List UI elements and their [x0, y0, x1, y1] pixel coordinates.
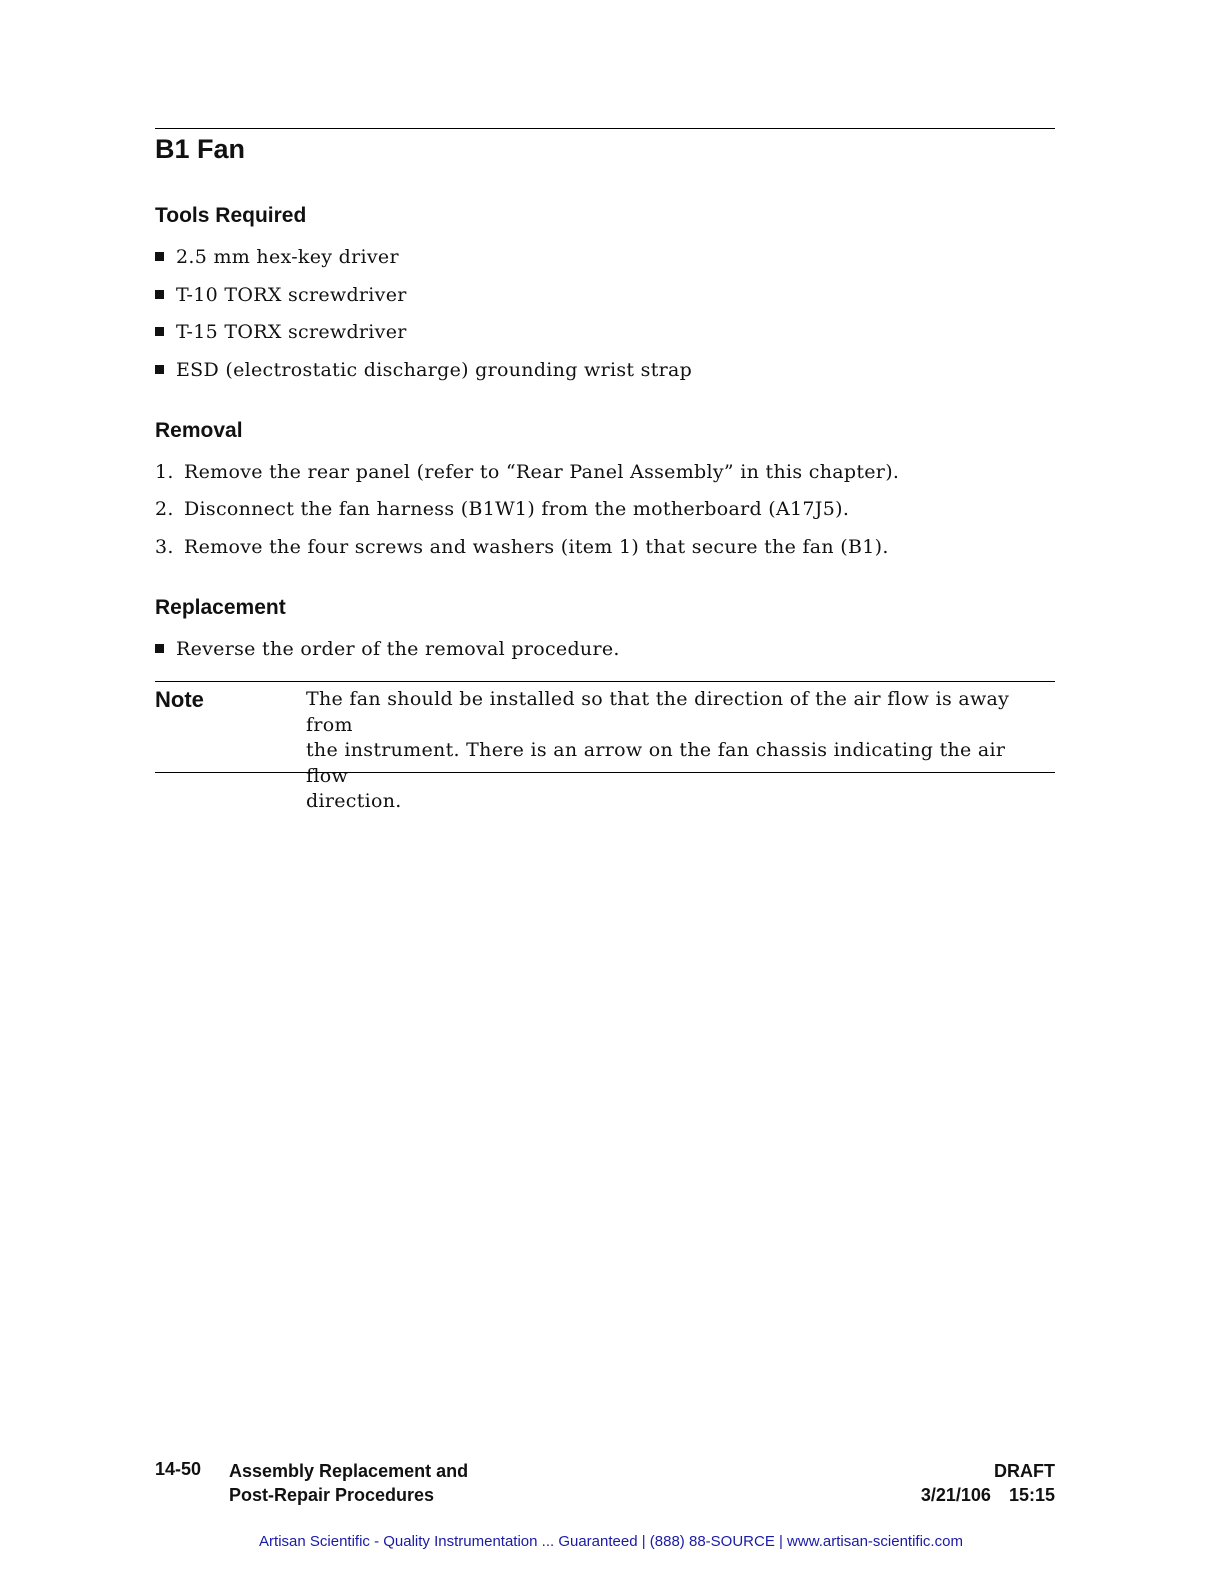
footer-section-line: Post-Repair Procedures	[229, 1485, 435, 1505]
bullet-icon	[155, 365, 164, 374]
step-item	[155, 498, 849, 520]
tool-item-text: ESD (electrostatic discharge) grounding wrist strap	[176, 359, 693, 381]
tools-heading: Tools Required	[155, 204, 307, 227]
page-number: 14-50	[155, 1459, 202, 1479]
list-item	[155, 284, 407, 306]
note-bottom-rule	[155, 772, 1055, 773]
tool-item-text: 2.5 mm hex-key driver	[176, 246, 399, 268]
step-number: 2.	[155, 498, 174, 520]
note-line: The fan should be installed so that the direction of the air flow is away from	[306, 688, 1010, 736]
note-line: the instrument. There is an arrow on the fan chassis indicating the air flow	[306, 739, 1006, 787]
tool-item-text: T-15 TORX screwdriver	[176, 321, 407, 343]
footer-date: 3/21/106	[920, 1485, 991, 1505]
footer-status	[921, 1459, 1055, 1507]
replacement-item-text: Reverse the order of the removal procedure.	[176, 638, 620, 660]
bullet-icon	[155, 644, 164, 653]
draft-label: DRAFT	[994, 1461, 1055, 1481]
step-item	[155, 536, 889, 558]
footer-datetime	[921, 1483, 1055, 1507]
list-item	[155, 359, 692, 381]
bullet-icon	[155, 252, 164, 261]
step-number: 3.	[155, 536, 174, 558]
list-item	[155, 321, 407, 343]
replacement-heading: Replacement	[155, 596, 286, 619]
top-rule	[155, 128, 1055, 129]
note-top-rule	[155, 681, 1055, 682]
step-text: Disconnect the fan harness (B1W1) from the motherboard (A17J5).	[184, 498, 850, 520]
list-item	[155, 246, 399, 268]
step-item	[155, 461, 899, 483]
tool-item-text: T-10 TORX screwdriver	[176, 284, 407, 306]
bullet-icon	[155, 290, 164, 299]
footer-time: 15:15	[1008, 1485, 1055, 1505]
bullet-icon	[155, 327, 164, 336]
list-item	[155, 638, 620, 660]
page-title: B1 Fan	[155, 134, 246, 164]
banner-text: Artisan Scientific - Quality Instrumentation ... Guaranteed | (888) 88-SOURCE | www.artisan-scientific.com	[259, 1533, 963, 1550]
note-text	[306, 687, 1041, 815]
footer-banner	[0, 1533, 1224, 1550]
step-number: 1.	[155, 461, 174, 483]
step-text: Remove the four screws and washers (item 1) that secure the fan (B1).	[184, 536, 889, 558]
footer-section-line: Assembly Replacement and	[229, 1461, 469, 1481]
step-text: Remove the rear panel (refer to “Rear Panel Assembly” in this chapter).	[184, 461, 900, 483]
removal-heading: Removal	[155, 419, 243, 442]
note-label: Note	[155, 687, 204, 712]
note-line: direction.	[306, 790, 402, 812]
footer-section-title	[229, 1459, 468, 1507]
